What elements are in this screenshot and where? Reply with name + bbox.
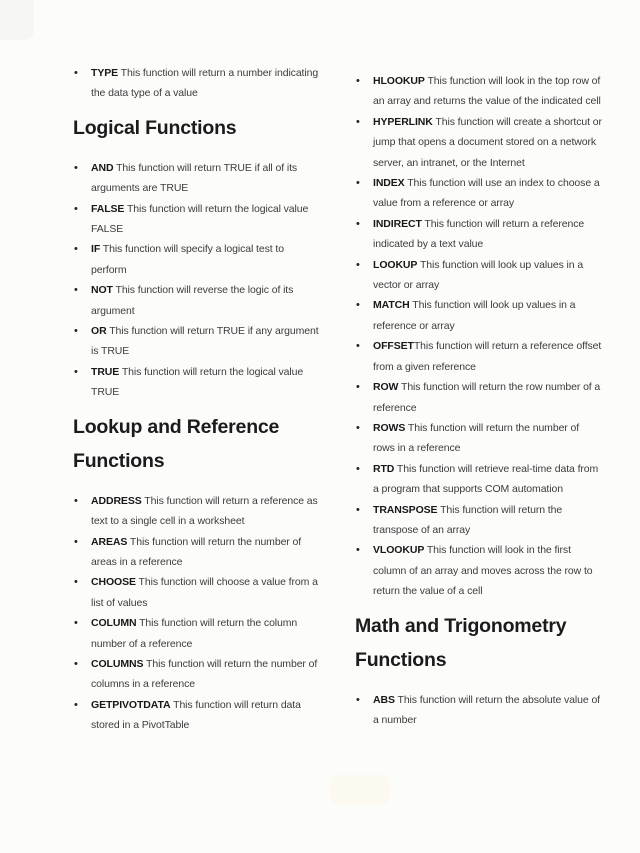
bullet-icon: •	[356, 340, 360, 353]
function-desc: This function will return a reference indicated by a text value	[373, 217, 585, 251]
function-name: HLOOKUP	[373, 75, 425, 87]
function-item	[355, 377, 603, 418]
function-desc: This function will use an index to choose a value from a reference or array	[373, 177, 600, 210]
function-item	[73, 239, 319, 280]
function-name: AREAS	[91, 535, 128, 548]
bullet-icon: •	[74, 617, 78, 630]
function-name: LOOKUP	[373, 258, 418, 271]
function-item	[355, 540, 603, 601]
function-desc: This function will return the number of columns in a reference	[91, 657, 318, 691]
function-item	[73, 280, 319, 321]
function-desc: This function will return the logical value TRUE	[91, 365, 304, 399]
bullet-icon: •	[74, 325, 78, 338]
function-desc: This function will return the number of areas in a reference	[91, 535, 302, 568]
function-desc: This function will look in the first column of an array and moves across the row to return the value of a cell	[373, 544, 593, 598]
function-name: COLUMN	[91, 617, 137, 630]
bullet-icon: •	[356, 503, 360, 516]
function-item	[73, 532, 319, 573]
function-name: ROWS	[373, 421, 406, 434]
function-item	[355, 71, 603, 112]
bullet-icon: •	[74, 365, 78, 378]
function-desc: This function will return the absolute value of a number	[373, 693, 600, 726]
function-item	[73, 158, 319, 199]
left-column	[73, 63, 319, 736]
bullet-icon: •	[356, 217, 360, 230]
function-desc: This function will create a shortcut or jump that opens a document stored on a network server, an intranet, or the Internet	[373, 115, 602, 169]
function-desc: This function will choose a value from a list of values	[91, 576, 318, 609]
bullet-icon: •	[356, 693, 360, 706]
function-item	[355, 336, 603, 377]
function-name: IF	[91, 243, 101, 256]
function-name: FALSE	[91, 202, 125, 215]
function-desc: This function will return the transpose of an array	[373, 503, 563, 536]
function-name: ADDRESS	[91, 494, 142, 507]
function-item	[355, 500, 603, 541]
function-item	[73, 613, 319, 654]
function-desc: This function will reverse the logic of its argument	[91, 284, 294, 317]
function-item	[73, 491, 319, 532]
function-desc: This function will look up values in a vector or array	[373, 258, 584, 292]
bullet-icon: •	[74, 657, 78, 670]
function-item	[355, 214, 603, 255]
function-desc: This function will retrieve real-time data from a program that supports COM automation	[373, 462, 599, 496]
function-desc: This function will return the column number of a reference	[91, 617, 298, 650]
function-name: INDIRECT	[373, 217, 422, 230]
function-desc: This function will specify a logical test to perform	[91, 243, 284, 276]
function-list	[355, 690, 603, 731]
bullet-icon: •	[356, 381, 360, 394]
function-desc: This function will return the row number of a reference	[373, 381, 601, 414]
function-name: RTD	[373, 462, 395, 475]
function-item	[355, 112, 603, 173]
bullet-icon: •	[74, 161, 78, 174]
function-name: AND	[91, 161, 114, 174]
function-name: OFFSET	[373, 340, 414, 353]
bullet-icon: •	[74, 243, 78, 256]
function-desc: This function will return TRUE if any argument is TRUE	[91, 325, 319, 358]
function-name: OR	[91, 325, 107, 338]
function-item	[73, 654, 319, 695]
function-desc: This function will return a reference offset from a given reference	[373, 340, 602, 373]
bullet-icon: •	[356, 75, 360, 87]
function-list	[73, 63, 319, 104]
function-name: GETPIVOTDATA	[91, 698, 171, 711]
bullet-icon: •	[74, 698, 78, 711]
bullet-icon: •	[356, 177, 360, 190]
function-item	[355, 173, 603, 214]
bullet-icon: •	[356, 299, 360, 312]
function-desc: This function will return TRUE if all of its arguments are TRUE	[91, 161, 298, 195]
function-name: NOT	[91, 284, 113, 297]
function-name: TRUE	[91, 365, 120, 378]
function-desc: This function will return a number indicating the data type of a value	[91, 67, 319, 100]
bullet-icon: •	[74, 494, 78, 507]
function-desc: This function will return the logical value FALSE	[91, 202, 309, 236]
bullet-icon: •	[356, 258, 360, 271]
function-item	[73, 362, 319, 403]
bullet-icon: •	[356, 544, 360, 557]
scan-shading-artifact	[0, 0, 34, 40]
bullet-icon: •	[74, 202, 78, 215]
function-item	[73, 572, 319, 613]
function-name: VLOOKUP	[373, 544, 425, 557]
function-list	[73, 491, 319, 736]
function-item	[355, 418, 603, 459]
function-item	[355, 459, 603, 500]
function-desc: This function will look in the top row of an array and returns the value of the indicated cell	[373, 75, 601, 108]
function-desc: This function will return data stored in a PivotTable	[91, 698, 301, 732]
function-name: INDEX	[373, 177, 405, 190]
function-name: HYPERLINK	[373, 115, 433, 128]
scan-shading-artifact	[330, 775, 390, 805]
function-desc: This function will look up values in a reference or array	[373, 299, 576, 332]
function-item	[73, 63, 319, 104]
function-item	[73, 321, 319, 362]
function-name: ROW	[373, 381, 399, 394]
function-item	[355, 690, 603, 731]
function-item	[73, 695, 319, 736]
function-name: TYPE	[91, 67, 119, 79]
section-heading: Logical Functions	[73, 116, 237, 139]
function-item	[355, 295, 603, 336]
bullet-icon: •	[356, 115, 360, 128]
bullet-icon: •	[74, 284, 78, 297]
function-desc: This function will return the number of rows in a reference	[373, 421, 580, 455]
bullet-icon: •	[74, 535, 78, 548]
section-heading: Lookup and Reference Functions	[73, 415, 280, 472]
function-list	[73, 158, 319, 403]
function-item	[355, 255, 603, 296]
section-heading: Math and Trigonometry Functions	[355, 614, 567, 671]
bullet-icon: •	[74, 576, 78, 589]
bullet-icon: •	[356, 462, 360, 475]
bullet-icon: •	[356, 421, 360, 434]
right-column	[355, 71, 603, 730]
function-list	[355, 71, 603, 602]
function-name: COLUMNS	[91, 657, 144, 670]
function-name: TRANSPOSE	[373, 503, 438, 516]
function-name: CHOOSE	[91, 576, 136, 589]
function-item	[73, 199, 319, 240]
function-name: MATCH	[373, 299, 410, 312]
function-name: ABS	[373, 693, 395, 706]
function-desc: This function will return a reference as text to a single cell in a worksheet	[91, 494, 318, 528]
bullet-icon: •	[74, 67, 78, 79]
